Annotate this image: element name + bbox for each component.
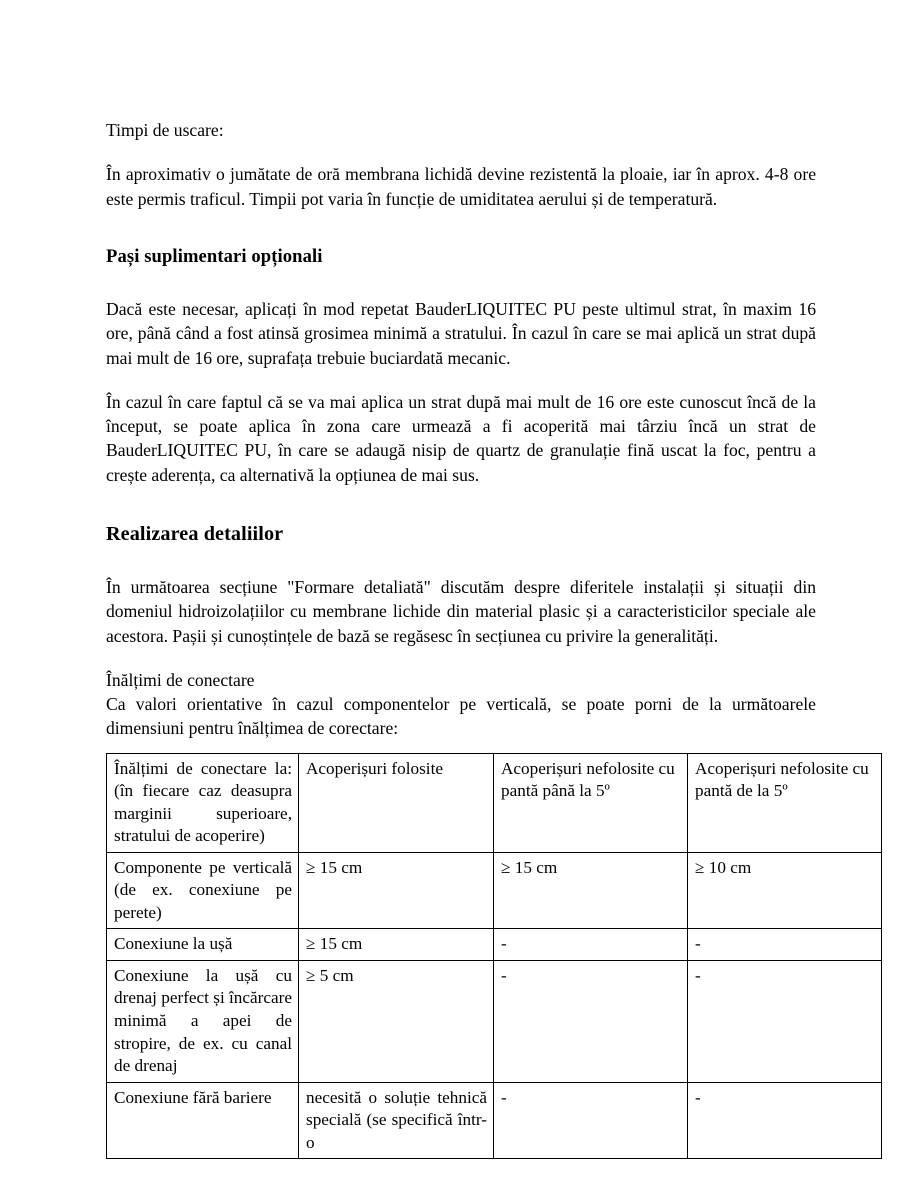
table-cell-label: Conexiune fără bariere xyxy=(107,1082,299,1159)
table-row xyxy=(107,852,882,929)
document-content xyxy=(106,118,869,1159)
table-row xyxy=(107,1082,882,1159)
table-row xyxy=(107,960,882,1082)
table-cell-label: Componente pe verticală (de ex. conexiune pe perete) xyxy=(107,852,299,929)
spacer xyxy=(106,547,816,575)
table-cell-unused-from5: - xyxy=(688,1082,882,1159)
spacer xyxy=(106,211,816,245)
drying-times-paragraph: În aproximativ o jumătate de oră membrana lichidă devine rezistentă la ploaie, iar în aprox. 4-8 ore este permis traficul. Timpii pot varia în funcție de umiditatea aerului și de temperatură. xyxy=(106,164,816,209)
spacer xyxy=(106,269,816,297)
table-cell-used-roofs: ≥ 5 cm xyxy=(299,960,494,1082)
table-cell-unused-from5: ≥ 10 cm xyxy=(688,852,882,929)
table-cell-unused-upto5: - xyxy=(494,1082,688,1159)
spacer xyxy=(106,142,816,162)
table-row xyxy=(107,929,882,961)
connection-heights-table xyxy=(106,753,882,1160)
table-cell-label: Conexiune la ușă cu drenaj perfect și încărcare minimă a apei de stropire, de ex. cu canal de drenaj xyxy=(107,960,299,1082)
spacer xyxy=(106,648,816,668)
optional-steps-paragraph-2: În cazul în care faptul că se va mai aplica un strat după mai mult de 16 ore este cunoscut încă de la început, se poate aplica în zona care urmează a fi acoperită mai târziu încă un strat de BauderLIQUITEC PU, în care se adaugă nisip de quartz de granulație fină uscat la foc, pentru a crește aderența, ca alternativă la opțiunea de mai sus. xyxy=(106,391,816,485)
drying-times-label: Timpi de uscare: xyxy=(106,120,224,140)
connection-heights-paragraph: Ca valori orientative în cazul componentelor pe verticală, se poate porni de la următoarele dimensiuni pentru înălțimea de corectare: xyxy=(106,694,816,739)
table-header-cell-criteria: Înălțimi de conectare la: (în fiecare caz deasupra marginii superioare, stratului de acoperire) xyxy=(107,753,299,852)
table-cell-used-roofs: ≥ 15 cm xyxy=(299,852,494,929)
table-cell-unused-from5: - xyxy=(688,929,882,961)
table-cell-label: Conexiune la ușă xyxy=(107,929,299,961)
table-header-row xyxy=(107,753,882,852)
table-cell-unused-upto5: ≥ 15 cm xyxy=(494,852,688,929)
table-cell-used-roofs: ≥ 15 cm xyxy=(299,929,494,961)
table-cell-unused-from5: - xyxy=(688,960,882,1082)
spacer xyxy=(106,370,816,390)
table-header-cell-unused-from5: Acoperișuri nefolosite cu pantă de la 5º xyxy=(688,753,882,852)
spacer xyxy=(106,487,816,521)
spacer xyxy=(106,741,816,753)
heading-details: Realizarea detaliilor xyxy=(106,522,284,545)
table-header-cell-unused-upto5: Acoperișuri nefolosite cu pantă până la 5º xyxy=(494,753,688,852)
heading-optional-steps: Pași suplimentari opționali xyxy=(106,245,323,267)
table-cell-unused-upto5: - xyxy=(494,960,688,1082)
table-header-cell-used-roofs: Acoperișuri folosite xyxy=(299,753,494,852)
table-cell-unused-upto5: - xyxy=(494,929,688,961)
details-paragraph-1: În următoarea secțiune "Formare detaliată" discutăm despre diferitele instalații și situații din domeniul hidroizolațiilor cu membrane lichide din material plasic și a caracteristicilor speciale ale acestora. Pașii și cunoștințele de bază se regăsesc în secțiunea cu privire la generalități. xyxy=(106,577,816,646)
table-cell-used-roofs: necesită o soluție tehnică specială (se specifică într-o xyxy=(299,1082,494,1159)
optional-steps-paragraph-1: Dacă este necesar, aplicați în mod repetat BauderLIQUITEC PU peste ultimul strat, în maxim 16 ore, până când a fost atinsă grosimea minimă a stratului. În cazul în care se mai aplică un strat după mai mult de 16 ore, suprafața trebuie buciardată mecanic. xyxy=(106,298,816,368)
connection-heights-label: Înălțimi de conectare xyxy=(106,669,255,690)
